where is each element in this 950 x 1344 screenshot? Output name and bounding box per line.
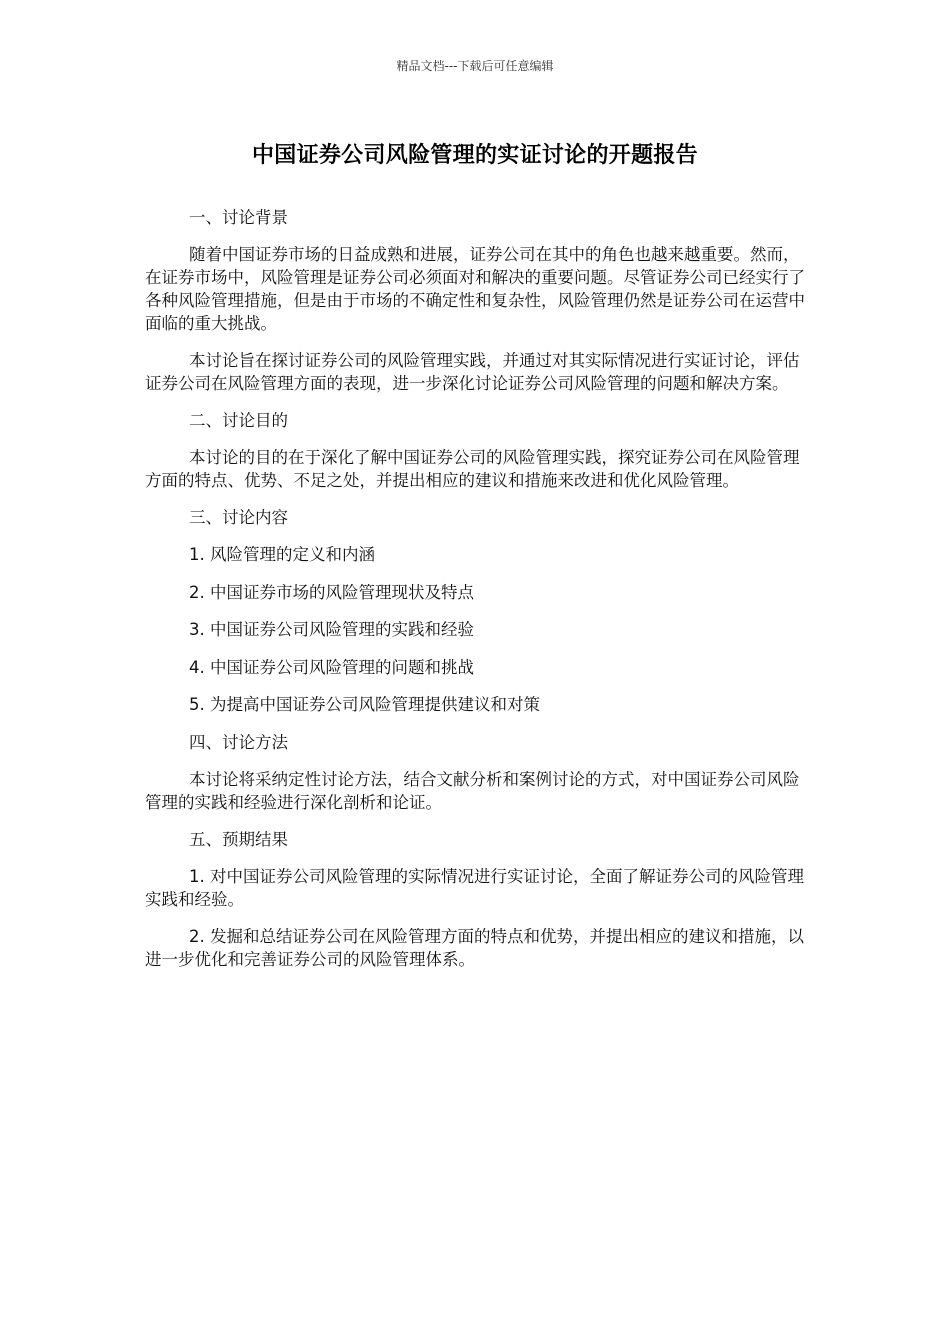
section-heading-method: 四、讨论方法 (189, 732, 288, 752)
paragraph-background-2: 本讨论旨在探讨证券公司的风险管理实践，并通过对其实际情况进行实证讨论，评估证券公司在风险管理方面的表现，进一步深化讨论证券公司风险管理的问题和解决方案。 (145, 351, 800, 393)
paragraph-method: 本讨论将采纳定性讨论方法，结合文献分析和案例讨论的方式，对中国证券公司风险管理的实践和经验进行深化剖析和论证。 (145, 769, 800, 812)
content-list-item: 5. 为提高中国证券公司风险管理提供建议和对策 (189, 695, 540, 714)
document-body (145, 206, 805, 985)
paragraph-background-1: 随着中国证券市场的日益成熟和进展，证券公司在其中的角色也越来越重要。然而，在证券市场中，风险管理是证券公司必须面对和解决的重要问题。尽管证券公司已经实行了各种风险管理措施，但是由于市场的不确定性和复杂性，风险管理仍然是证券公司在运营中面临的重大挑战。 (145, 245, 805, 333)
content-list-item: 2. 中国证券市场的风险管理现状及特点 (189, 582, 474, 602)
content-list-item: 3. 中国证券公司风险管理的实践和经验 (189, 620, 474, 639)
expected-result-item: 1. 对中国证券公司风险管理的实际情况进行实证讨论，全面了解证券公司的风险管理实践和经验。 (145, 866, 804, 909)
content-list-item: 4. 中国证券公司风险管理的问题和挑战 (189, 657, 474, 677)
section-heading-background: 一、讨论背景 (189, 208, 288, 227)
section-heading-expected-results: 五、预期结果 (189, 829, 288, 849)
document-title: 中国证券公司风险管理的实证讨论的开题报告 (251, 143, 698, 168)
section-heading-content: 三、讨论内容 (189, 508, 288, 527)
header-note: 精品文档---下载后可任意编辑 (396, 59, 554, 73)
section-heading-purpose: 二、讨论目的 (189, 411, 288, 430)
content-list-item: 1. 风险管理的定义和内涵 (189, 545, 375, 564)
paragraph-purpose: 本讨论的目的在于深化了解中国证券公司的风险管理实践，探究证券公司在风险管理方面的特点、优势、不足之处，并提出相应的建议和措施来改进和优化风险管理。 (145, 448, 800, 490)
expected-result-item: 2. 发掘和总结证券公司在风险管理方面的特点和优势，并提出相应的建议和措施，以进一步优化和完善证券公司的风险管理体系。 (145, 926, 804, 969)
